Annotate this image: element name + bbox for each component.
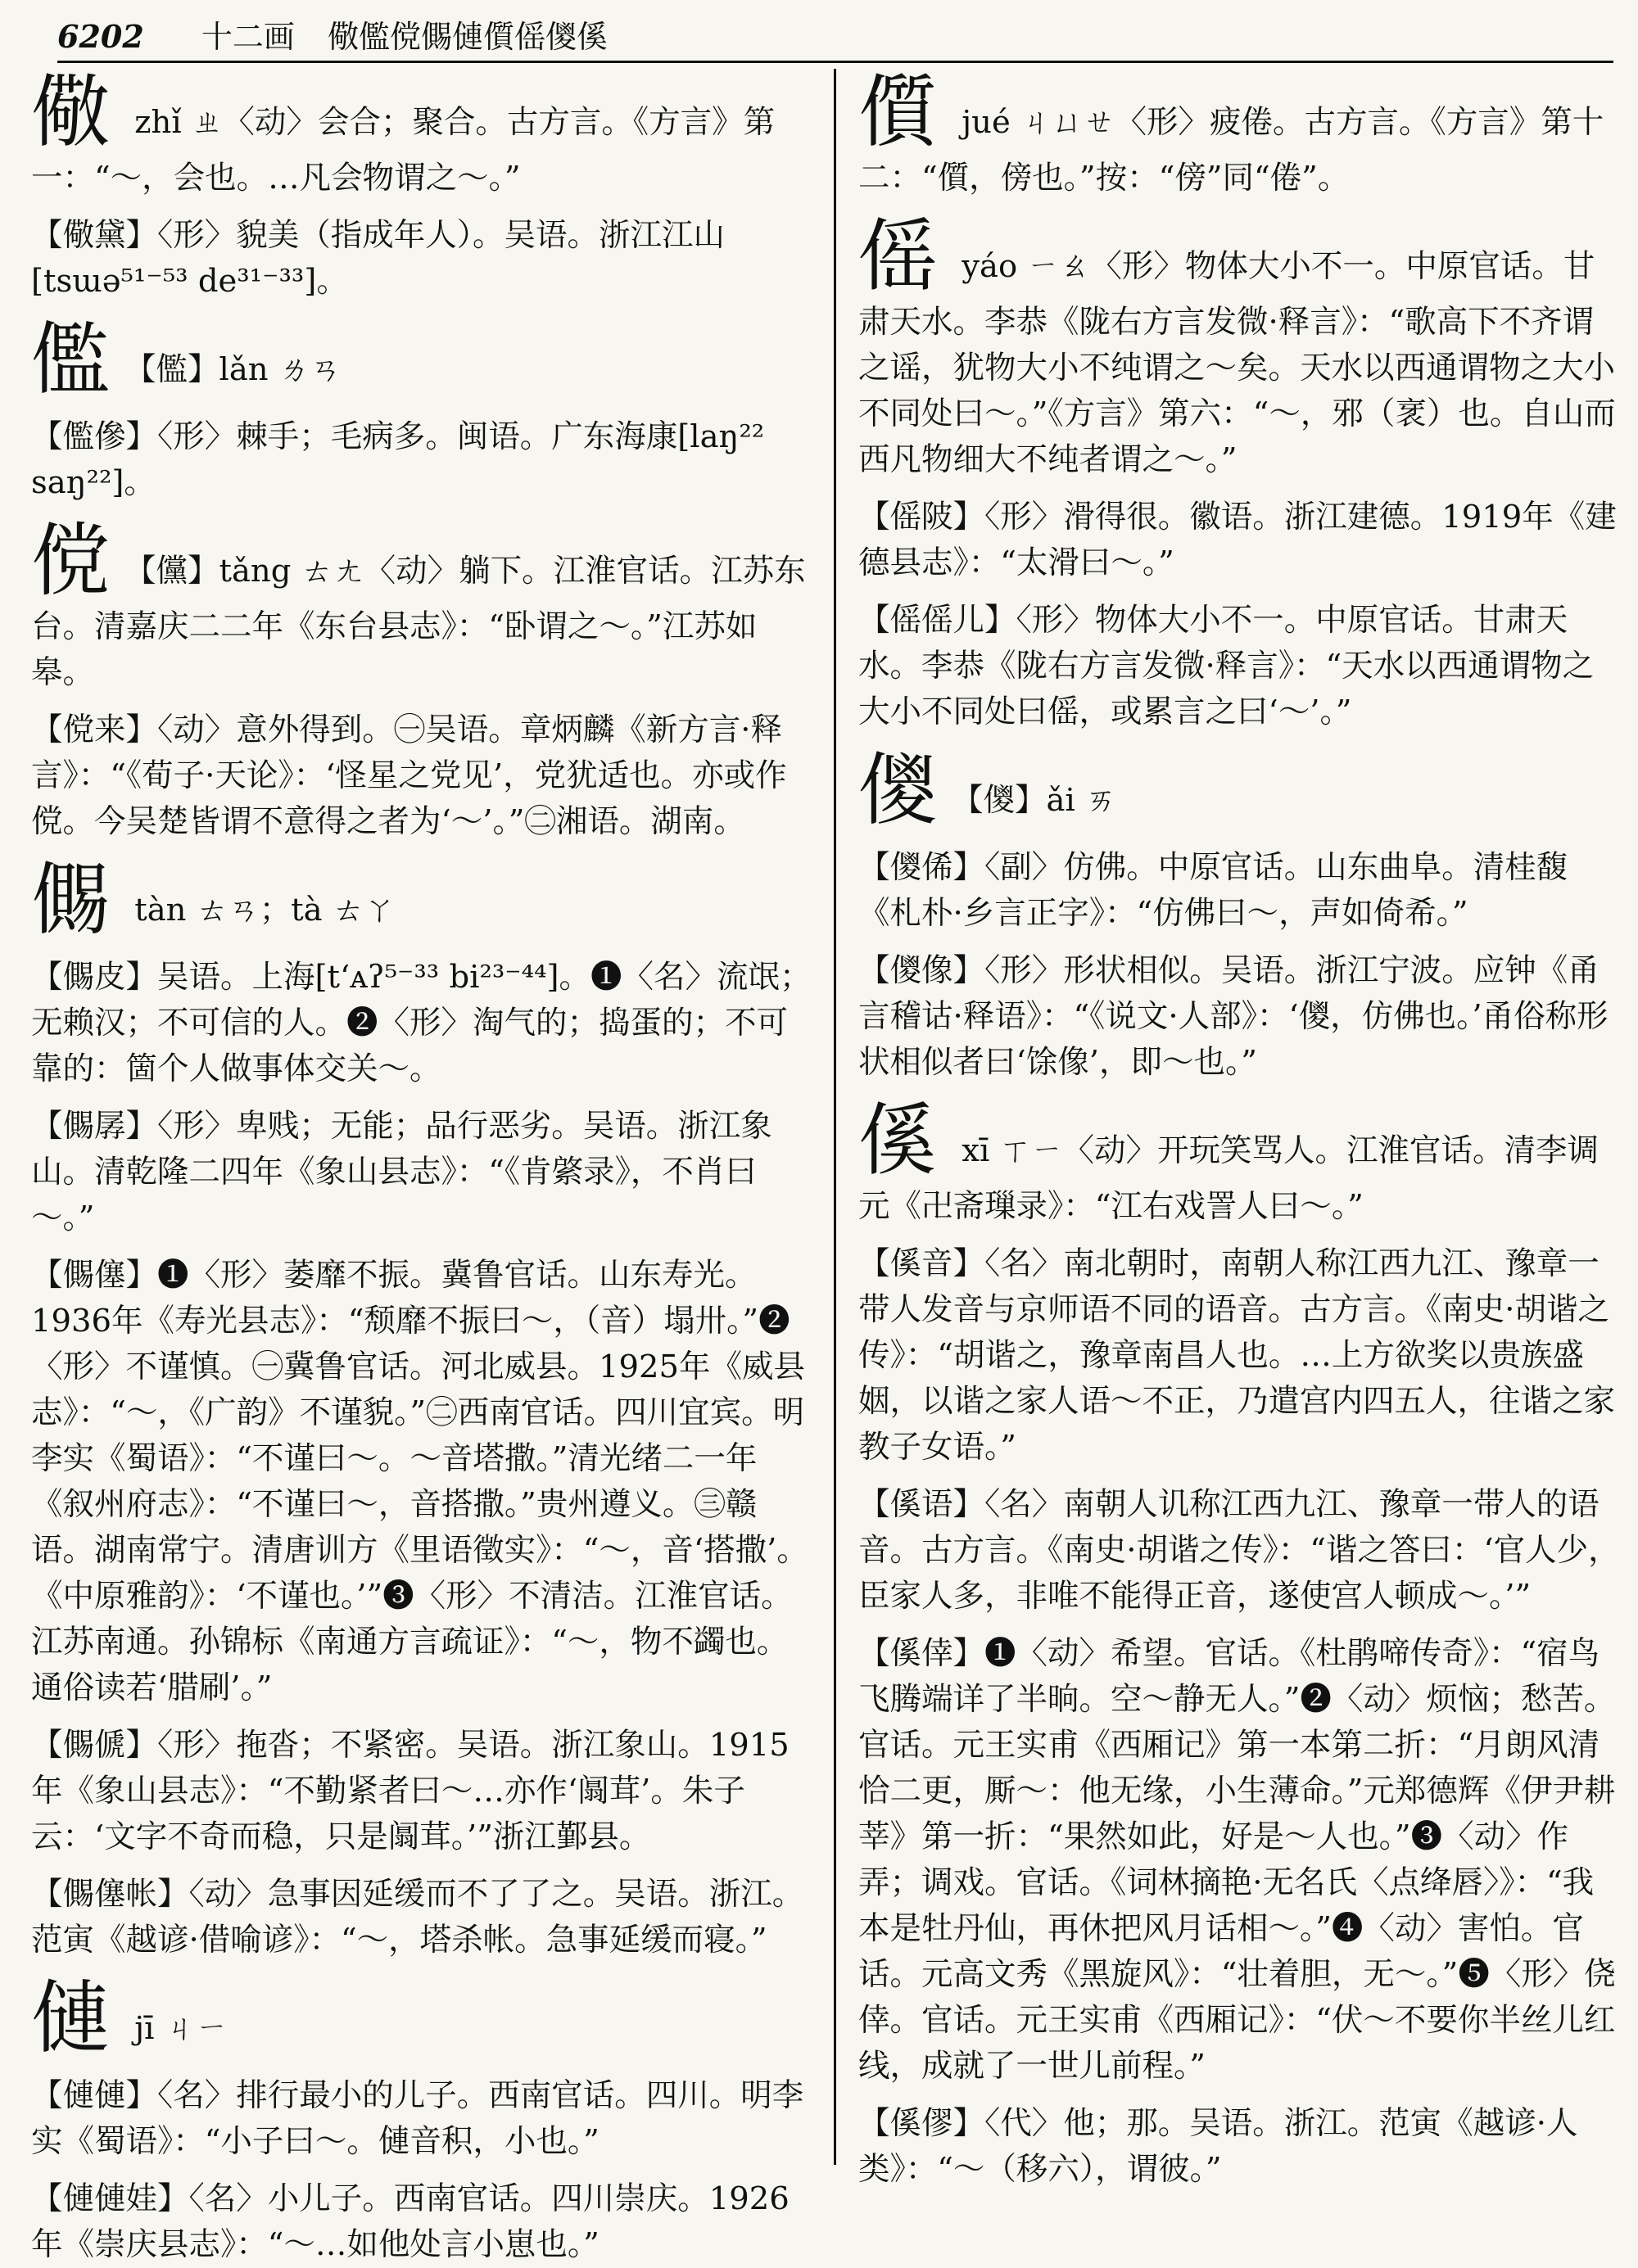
entry-text: jī ㄐㄧ [124,2010,228,2047]
headword: 傜 [858,210,937,302]
header-headwords: 儆儖傥儩僆儨傜儍傒 [327,19,608,55]
subentry-yao-po: 【傜陂】〈形〉滑得很。徽语。浙江建德。1919年《建德县志》：“太滑曰～。” [858,499,1617,581]
subentry-tan-ru: 【儩孱】〈形〉卑贱；无能；品行恶劣。吴语。浙江象山。清乾隆二四年《象山县志》：“《肯綮录》，不肖曰～。” [31,1108,772,1236]
subentry-zhi-dai: 【儆黛】〈形〉貌美（指成年人）。吴语。浙江江山[tsɯə⁵¹⁻⁵³ de³¹⁻³³]。 [31,217,726,300]
headword: 儍 [858,744,937,836]
subentry-xi-xing: 【傒倖】❶〈动〉希望。官话。《杜鹃啼传奇》：“宿鸟飞腾端详了半晌。空～静无人。”❷〈动〉烦恼；愁苦。官话。元王实甫《西厢记》第一本第二折：“月朗风清恰二更，厮～：他无缘，小生薄命。”元郑德辉《伊尹耕莘》第一折：“果然如此，好是～人也。”❸〈动〉作弄；调戏。官话。《词林摘艳·无名氏〈点绛唇〉》：“我本是牡丹仙，再休把风月话相～。”❹〈动〉害怕。官话。元高文秀《黑旋风》：“壮着胆，无～。”❺〈形〉侥倖。官话。元王实甫《西厢记》：“伏～不要你半丝儿红线，成就了一世儿前程。” [858,1635,1616,2085]
entry-text: zhǐ ㄓ〈动〉会合；聚合。古方言。《方言》第一：“～，会也。…凡会物谓之～。” [31,104,776,197]
subentry-yao-yao-er: 【傜傜儿】〈形〉物体大小不一。中原官话。甘肃天水。李恭《陇右方言发微·释言》：“天水以西通谓物之大小不同处曰傜，或累言之曰‘～’。” [858,602,1595,730]
entry-text: 【儻】tǎng ㄊㄤ〈动〉躺下。江淮官话。江苏东台。清嘉庆二二年《东台县志》：“卧谓之～。”江苏如皋。 [31,553,806,691]
entry-text: xī ㄒㄧ〈动〉开玩笑骂人。江淮官话。清李调元《卍斋璅录》：“江右戏詈人曰～。” [858,1132,1600,1225]
subentry-xi-yu: 【傒语】〈名〉南朝人讥称江西九江、豫章一带人的语音。古方言。《南史·胡谐之传》：“谐之答曰：‘官人少，臣家人多，非唯不能得正音，遂使宫人顿成～。’” [858,1486,1620,1615]
column-divider [834,69,836,2165]
entry-zhi [31,66,819,201]
entry-text: 【儍】ǎi ㄞ [952,782,1117,819]
entry-yao [858,210,1620,483]
entry-lan [31,316,819,403]
entry-text: yáo ㄧㄠ〈形〉物体大小不一。中原官话。甘肃天水。李恭《陇右方言发微·释言》：“歌高下不齐谓之谣，犹物大小不纯谓之～矣。天水以西通谓物之大小不同处曰～。”《方言》第六：“～，邪（衺）也。自山而西凡物细大不纯者谓之～。” [858,248,1616,478]
subentry-tan-sa: 【儩僿】❶〈形〉萎靡不振。冀鲁官话。山东寿光。1936年《寿光县志》：“颓靡不振曰～，（音）塌卅。”❷〈形〉不谨慎。㊀冀鲁官话。河北威县。1925年《威县志》：“～，《广韵》不谨貌。”㊁西南官话。四川宜宾。明李实《蜀语》：“不谨曰～。～音塔撒。”清光绪二一年《叙州府志》：“不谨曰～，音搭撒。”贵州遵义。㊂赣语。湖南常宁。清唐训方《里语徵实》：“～，音‘搭撒’。《中原雅韵》：‘不谨也。’”❸〈形〉不清洁。江淮官话。江苏南通。孙锦标《南通方言疏证》：“～，物不蠲也。通俗读若‘腊刷’。” [31,1257,808,1706]
headword: 儖 [31,314,110,405]
subentry-tan-chai: 【儩傂】〈形〉拖沓；不紧密。吴语。浙江象山。1915年《象山县志》：“不勤紧者曰～…亦作‘阘茸’。朱子云：‘文字不奇而稳，只是阘茸。’”浙江鄞县。 [31,1727,790,1855]
headword: 僆 [31,1972,110,2064]
entry-text: jué ㄐㄩㄝ〈形〉疲倦。古方言。《方言》第十二：“儨，傍也。”按：“傍”同“倦”。 [858,104,1604,197]
subentry-tan-pi: 【儩皮】吴语。上海[tʻᴀʔ⁵⁻³³ bi²³⁻⁴⁴]。❶〈名〉流氓；无赖汉；不可信的人。❷〈形〉淘气的；捣蛋的；不可靠的：箇个人做事体交关～。 [31,959,812,1087]
subentry-ji-ji: 【僆僆】〈名〉排行最小的儿子。西南官话。四川。明李实《蜀语》：“小子曰～。僆音积，小也。” [31,2077,804,2160]
page-number: 6202 [57,18,144,55]
subentry-ji-ji-wa: 【僆僆娃】〈名〉小儿子。西南官话。四川崇庆。1926年《崇庆县志》：“～…如他处言小崽也。” [31,2180,790,2263]
subentry-xi-yin: 【傒音】〈名〉南北朝时，南朝人称江西九江、豫章一带人发音与京师语不同的语音。古方言。《南史·胡谐之传》：“胡谐之，豫章南昌人也。…上方欲奖以贵族盛姻，以谐之家人语～不正，乃遣宫内四五人，往谐之家教子女语。” [858,1245,1616,1466]
subentry-lan-can: 【儖傪】〈形〉棘手；毛病多。闽语。广东海康[laŋ²² saŋ²²]。 [31,418,765,501]
subentry-tan-sa-zhang: 【儩僿帐】〈动〉急事因延缓而不了了之。吴语。浙江。范寅《越谚·借喻谚》：“～，塔杀帐。急事延缓而寝。” [31,1876,804,1959]
entry-text: tàn ㄊㄢ；tà ㄊㄚ [124,892,396,928]
entry-tang [31,517,819,696]
headword: 傥 [31,515,110,607]
subentry-tang-lai: 【傥来】〈动〉意外得到。㊀吴语。章炳麟《新方言·释言》：“《荀子·天论》：‘怪星之党见’，党犹适也。亦或作傥。今吴楚皆谓不意得之者为‘～’。”㊁湘语。湖南。 [31,712,787,840]
subentry-xi-liu: 【傒僇】〈代〉他；那。吴语。浙江。范寅《越谚·人类》：“～（移六），谓彼。” [858,2105,1578,2188]
right-column [858,66,1620,2198]
entry-tan [31,854,819,946]
headword: 傒 [858,1095,937,1186]
entry-jue [858,66,1620,201]
headword: 儆 [31,66,110,158]
entry-ai [858,744,1620,836]
stroke-section: 十二画 [201,19,295,55]
entry-xi [858,1097,1620,1230]
entry-ji [31,1972,819,2064]
entry-text: 【儖】lǎn ㄌㄢ [124,351,342,388]
subentry-ai-xi: 【儍俙】〈副〉仿佛。中原官话。山东曲阜。清桂馥《札朴·乡言正字》：“仿佛曰～，声如倚希。” [858,849,1568,932]
headword: 儨 [858,66,937,158]
subentry-ai-xiang: 【儍像】〈形〉形状相似。吴语。浙江宁波。应钟《甬言稽诂·释语》：“《说文·人部》：‘儍，仿佛也。’甬俗称形状相似者曰‘馀像’，即～也。” [858,952,1609,1081]
left-column [31,66,819,2263]
page-header [57,13,1613,63]
headword: 儩 [31,854,110,946]
